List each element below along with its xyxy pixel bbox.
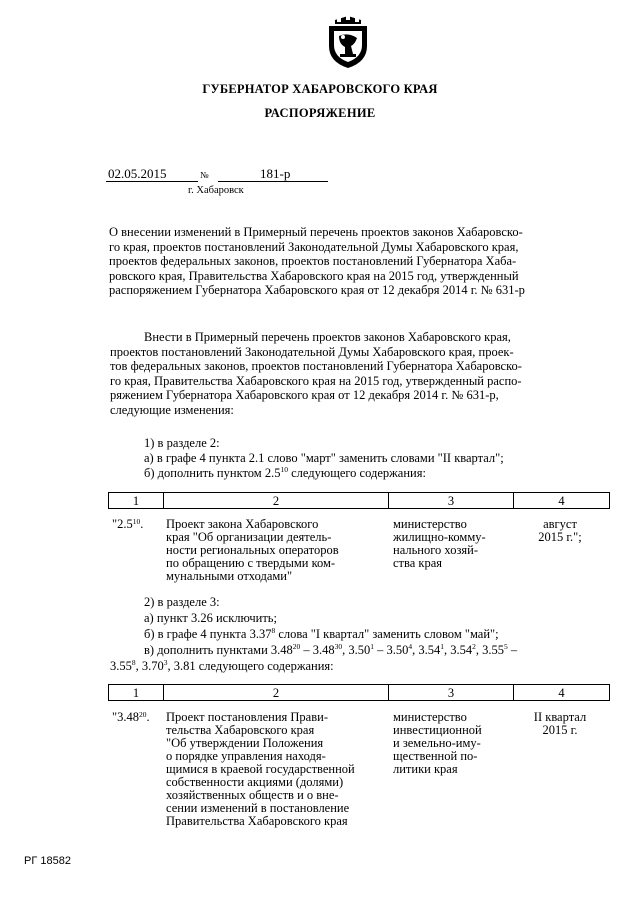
cell-line: о порядке управления находя- <box>166 749 326 763</box>
authority-title: ГУБЕРНАТОР ХАБАРОВСКОГО КРАЯ <box>202 82 438 96</box>
cell-line: 2015 г."; <box>538 530 582 544</box>
item-b-text-end: слова "I квартал" заменить словом "май"; <box>275 627 499 641</box>
cell-line: Проект закона Хабаровского <box>166 517 319 531</box>
cell-line: мунальными отходами" <box>166 569 293 583</box>
section-3-item-v <box>144 643 610 658</box>
cell-line: нального хозяй- <box>393 543 478 557</box>
cell-line: тельства Хабаровского края <box>166 723 315 737</box>
item-b-text-end: следующего содержания: <box>287 466 426 480</box>
item-b-sup: 8 <box>271 626 276 635</box>
item-v-part: – 3.48 <box>300 643 335 657</box>
table-col-1: 1 <box>109 685 164 701</box>
intro-paragraph <box>110 330 610 417</box>
cell-line: щимися в краевой государственной <box>166 762 355 776</box>
cell-line: II квартал <box>533 710 587 724</box>
subject-line: ровского края, Правительства Хабаровского края на 2015 год, утвержденный <box>109 268 519 283</box>
row-number-text: "2.5 <box>112 517 133 531</box>
cell-line: ности региональных операторов <box>166 543 339 557</box>
table-row-1-name <box>166 518 381 583</box>
coat-of-arms-emblem <box>325 14 371 70</box>
cell-line: 2015 г. <box>542 723 578 737</box>
date-underline <box>106 181 198 182</box>
subject-line: О внесении изменений в Примерный перечень проектов законов Хабаровско- <box>109 225 523 239</box>
cell-line: жилищно-комму- <box>393 530 486 544</box>
row-number-dot: . <box>146 710 150 724</box>
cell-line: края "Об организации деятель- <box>166 530 332 544</box>
cell-line: Правительства Хабаровского края <box>166 814 348 828</box>
table-col-2: 2 <box>164 493 389 509</box>
item-b-sup: 10 <box>280 465 288 474</box>
number-underline <box>218 181 328 182</box>
table-header-2 <box>108 684 610 701</box>
item-v-part: 3.55 <box>110 659 132 673</box>
subject-line: го края, проектов постановлений Законодательной Думы Хабаровского края, <box>109 239 519 254</box>
cell-line: сении изменений в постановление <box>166 801 350 815</box>
intro-line: следующие изменения: <box>110 402 234 417</box>
table-col-4: 4 <box>514 685 610 701</box>
item-v-part: , 3.81 следующего содержания: <box>167 659 334 673</box>
item-v-part: , 3.70 <box>135 659 164 673</box>
row-number-sup: 10 <box>132 517 141 526</box>
item-b-text: б) в графе 4 пункта 3.37 <box>144 627 272 641</box>
row-number-dot: . <box>140 517 144 531</box>
item-v-sup: 3 <box>163 658 168 667</box>
section-2-item: 1) в разделе 2: <box>144 436 220 450</box>
section-3-item-a: а) пункт 3.26 исключить; <box>144 611 277 625</box>
cell-line: Проект постановления Прави- <box>166 710 328 724</box>
section-3-item: 2) в разделе 3: <box>144 595 220 609</box>
table-row-2-org <box>393 711 508 776</box>
intro-line: го края, Правительства Хабаровского края на 2015 год, утвержденный распо- <box>110 373 522 388</box>
cell-line: "Об утверждении Положения <box>166 736 324 750</box>
cell-line: по обращению с твердыми ком- <box>166 556 336 570</box>
cell-line: и земельно-иму- <box>393 736 481 750</box>
document-subject <box>109 225 609 298</box>
item-v-part: , 3.54 <box>444 643 473 657</box>
number-label: № <box>200 170 209 180</box>
intro-line: ряжением Губернатора Хабаровского края от 12 декабря 2014 г. № 631-р, <box>110 388 499 402</box>
table-col-3: 3 <box>389 493 514 509</box>
section-3-item-b <box>144 627 499 642</box>
table-col-3: 3 <box>389 685 514 701</box>
intro-line: Внести в Примерный перечень проектов законов Хабаровского края, <box>144 330 511 344</box>
item-v-sup: 30 <box>334 642 343 651</box>
item-v-part: , 3.55 <box>475 643 505 657</box>
cell-line: хозяйственных обществ и о вне- <box>166 788 339 802</box>
item-v-part: , 3.50 <box>342 643 371 657</box>
table-row-1-number <box>112 518 143 531</box>
table-row-2-number <box>112 711 150 724</box>
item-b-text: б) дополнить пунктом 2.5 <box>144 466 281 480</box>
table-col-2: 2 <box>164 685 389 701</box>
section-2-item-a: а) в графе 4 пункта 2.1 слово "март" заменить словами "II квартал"; <box>144 451 504 465</box>
document-city: г. Хабаровск <box>188 185 244 196</box>
row-number-text: "3.48 <box>112 710 139 724</box>
cell-line: министерство <box>393 517 467 531</box>
cell-line: инвестиционной <box>393 723 482 737</box>
item-v-sup: 1 <box>440 642 445 651</box>
table-row-1-org <box>393 518 508 570</box>
cell-line: министерство <box>393 710 467 724</box>
item-v-part: – 3.50 <box>374 643 409 657</box>
item-v-sup: 8 <box>131 658 136 667</box>
table-header-1 <box>108 492 610 509</box>
intro-line: проектов постановлений Законодательной Думы Хабаровского края, проек- <box>110 344 514 359</box>
document-code: РГ 18582 <box>24 855 71 867</box>
cell-line: щественной по- <box>393 749 478 763</box>
intro-line: тов федеральных законов, проектов постановлений Губернатора Хабаровско- <box>110 359 522 373</box>
document-date: 02.05.2015 <box>108 166 167 181</box>
item-v-sup: 1 <box>370 642 375 651</box>
item-v-sup: 4 <box>408 642 413 651</box>
subject-line: проектов федеральных законов, проектов постановлений Губернатора Хаба- <box>109 254 517 268</box>
section-2-item-b <box>144 466 426 481</box>
section-3-item-v-continued <box>110 659 334 674</box>
table-row-1-term <box>520 518 600 544</box>
item-v-sup: 5 <box>504 642 508 651</box>
cell-line: ства края <box>393 556 443 570</box>
cell-line: август <box>543 517 577 531</box>
table-row-2-name <box>166 711 381 828</box>
table-row-2-term <box>520 711 600 737</box>
subject-line: распоряжением Губернатора Хабаровского края от 12 декабря 2014 г. № 631-р <box>109 283 525 297</box>
item-v-sup: 20 <box>292 642 301 651</box>
document-number: 181-р <box>260 166 291 181</box>
table-col-4: 4 <box>514 493 610 509</box>
item-v-part: – <box>507 643 518 657</box>
table-col-1: 1 <box>109 493 164 509</box>
item-v-sup: 2 <box>472 642 476 651</box>
document-type: РАСПОРЯЖЕНИЕ <box>264 106 376 120</box>
item-v-part: , 3.54 <box>412 643 441 657</box>
item-v-part: в) дополнить пунктами 3.48 <box>144 643 293 657</box>
cell-line: литики края <box>393 762 458 776</box>
cell-line: собственности акциями (долями) <box>166 775 344 789</box>
row-number-sup: 20 <box>138 710 147 719</box>
